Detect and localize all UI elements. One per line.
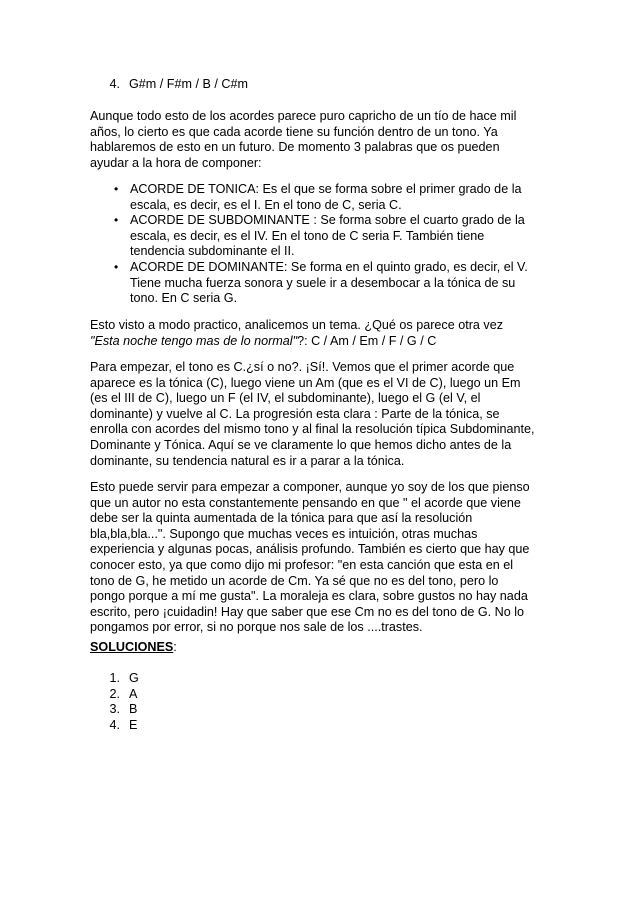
text-line: tendencia subdominante el II. <box>130 244 295 259</box>
bullet-item-subdominante <box>90 213 560 260</box>
text-line: tono. En C seria G. <box>130 291 238 306</box>
list-text: G#m / F#m / B / C#m <box>129 77 248 91</box>
text-line: Esto visto a modo practico, analicemos un tema. ¿Qué os parece otra vez <box>90 318 503 332</box>
text-line: dominante) y vuelve al C. La progresión esta clara : Parte de la tónica, se <box>90 406 500 421</box>
text-line: que un autor no esta constantemente pensando en que " el acorde que viene <box>90 495 521 510</box>
paragraph-intro <box>90 109 560 171</box>
list-item <box>90 671 560 687</box>
paragraph-analysis <box>90 318 560 349</box>
text-line: ACORDE DE DOMINANTE: Se forma en el quinto grado, es decir, el V. <box>130 259 528 274</box>
bullet-icon: • <box>114 213 119 228</box>
solutions-list <box>90 671 560 733</box>
text-line: Aunque todo esto de los acordes parece puro capricho de un tío de hace mil <box>90 109 517 123</box>
text-line: tono de G, he metido un acorde de Cm. Ya sé que no es del tono, pero lo <box>90 573 499 588</box>
text-line: debe ser la quinta aumentada de la tónica para que así la resolución <box>90 511 473 526</box>
list-number: 4. <box>109 717 120 732</box>
paragraph-explanation <box>90 360 560 469</box>
text-line <box>90 334 560 350</box>
list-item <box>90 702 560 718</box>
list-number: 3. <box>109 702 120 717</box>
text-line: aparece es la tónica (C), luego viene un Am (que es el VI de C), luego un Em <box>90 375 521 390</box>
chord-progression: ?: C / Am / Em / F / G / C <box>297 333 437 348</box>
text-line: escala, es decir, es el IV. En el tono de C seria F. También tiene <box>130 228 485 243</box>
list-number: 2. <box>109 686 120 701</box>
paragraph-composition <box>90 480 560 636</box>
text-line: ACORDE DE SUBDOMINANTE : Se forma sobre el cuarto grado de la <box>130 213 525 228</box>
bullet-icon: • <box>114 182 119 196</box>
list-text: G <box>129 671 139 685</box>
bullet-icon: • <box>114 259 119 274</box>
text-line: años, lo cierto es que cada acorde tiene su función dentro de un tono. Ya <box>90 124 498 139</box>
text-line: experiencia y algunas pocas, análisis profundo. También es cierto que hay que <box>90 542 530 557</box>
text-line: escala, es decir, es el I. En el tono de C, seria C. <box>130 197 402 212</box>
solutions-title: SOLUCIONES <box>90 640 174 654</box>
text-line: dominante, su tendencia natural es ir a parar a la tónica. <box>90 453 405 468</box>
text-line: escrito, pero ¡cuidadin! Hay que saber que ese Cm no es del tono de G. No lo <box>90 604 525 619</box>
text-line: conocer esto, ya que como dijo mi profesor: "en esta canción que esta en el <box>90 557 514 572</box>
text-line: bla,bla,bla...". Supongo que muchas veces es intuición, otras muchas <box>90 526 478 541</box>
song-title: "Esta noche tengo mas de lo normal" <box>90 333 298 348</box>
bullet-item-dominante <box>90 260 560 307</box>
list-text: A <box>129 686 138 701</box>
text-line: Esto puede servir para empezar a componer, aunque yo soy de los que pienso <box>90 480 530 494</box>
text-line: hablaremos de esto en un futuro. De momento 3 palabras que os pueden <box>90 140 500 155</box>
bullet-item-tonica <box>90 182 560 213</box>
text-line: pongo porque a mí me gusta". La moraleja es clara, sobre gustos no hay nada <box>90 589 528 604</box>
solutions-colon: : <box>173 640 177 654</box>
solutions-heading <box>90 640 560 656</box>
text-line: ACORDE DE TONICA: Es el que se forma sobre el primer grado de la <box>130 182 522 196</box>
list-item <box>90 77 560 93</box>
list-number: 1. <box>109 671 120 685</box>
list-item <box>90 687 560 703</box>
bullet-list <box>90 182 560 307</box>
text-line: (es el III de C), luego un F (el IV, el subdominante), luego el G (el V, el <box>90 391 481 406</box>
text-line: Tiene mucha fuerza sonora y suele ir a desembocar a la tónica de su <box>130 275 516 290</box>
list-number: 4. <box>109 77 120 91</box>
list-item <box>90 718 560 734</box>
text-line: ayudar a la hora de componer: <box>90 155 262 170</box>
list-text: B <box>129 702 138 717</box>
text-line: enrolla con acordes del mismo tono y al final la resolución típica Subdominante, <box>90 422 535 437</box>
top-list <box>90 77 560 93</box>
text-line: pongamos por error, si no porque nos sale de los ....trastes. <box>90 620 423 635</box>
text-line: Para empezar, el tono es C.¿sí o no?. ¡Sí!. Vemos que el primer acorde que <box>90 360 515 374</box>
list-text: E <box>129 717 138 732</box>
text-line: Dominante y Tónica. Aquí se ve claramente lo que hemos dicho antes de la <box>90 437 512 452</box>
